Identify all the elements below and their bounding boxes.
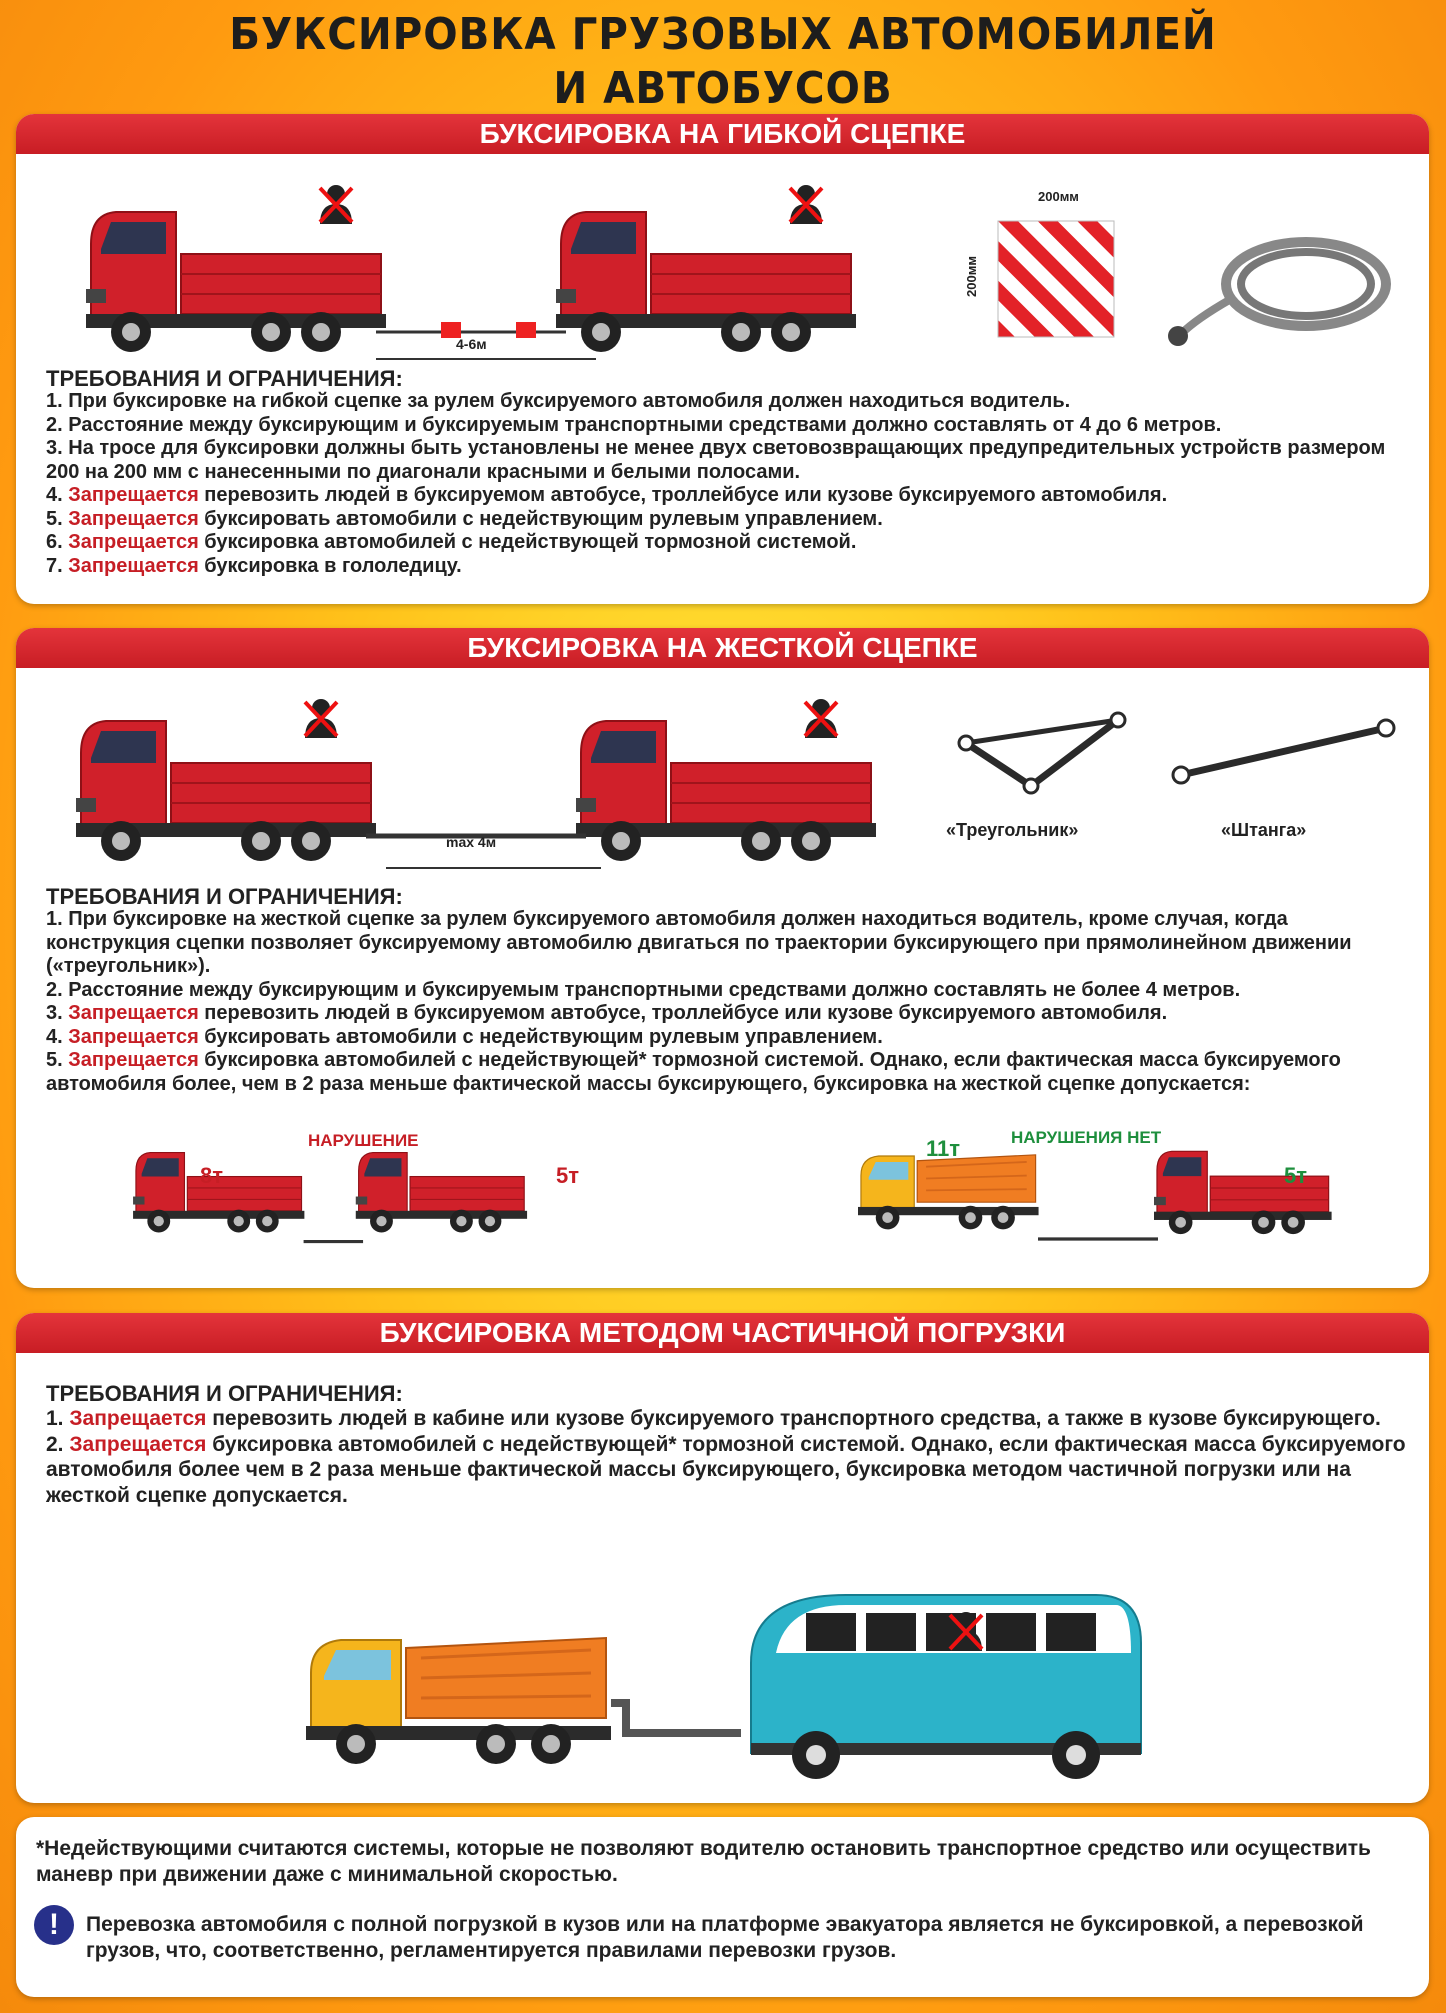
prohibited-word: Запрещается bbox=[69, 1432, 207, 1456]
rule-number: 1. bbox=[46, 390, 69, 412]
partial-load-tow-panel bbox=[16, 1313, 1429, 1803]
rule-number: 4. bbox=[46, 484, 69, 506]
rule-item bbox=[46, 1026, 1406, 1050]
rule-item bbox=[46, 979, 1406, 1003]
rigid-tow-panel bbox=[16, 628, 1429, 1288]
rule-item bbox=[46, 508, 1406, 532]
warning-sign-icon bbox=[996, 219, 1116, 339]
partial-load-heading: БУКСИРОВКА МЕТОДОМ ЧАСТИЧНОЙ ПОГРУЗКИ bbox=[16, 1313, 1429, 1353]
rule-number: 5. bbox=[46, 507, 69, 530]
rule-number: 7. bbox=[46, 554, 69, 577]
rule-text: На тросе для буксировки должны быть установлены не менее двух световозвращающих предупредительных устройств размером 200 на 200 мм с нанесенными по диагонали красными и белыми полосами. bbox=[46, 437, 1386, 483]
rule-text: буксировка автомобилей с недействующей* тормозной системой. Однако, если фактическая масса буксируемого автомобиля более чем в 2 раза меньше фактической массы буксирующего, буксировка методом частичной погрузки или на жесткой сцепке допускается. bbox=[46, 1432, 1406, 1507]
towed-truck bbox=[556, 212, 856, 352]
rule-number: 2. bbox=[46, 1432, 70, 1456]
rule-text: перевозить людей в буксируемом автобусе, троллейбусе или кузове буксируемого автомобиля. bbox=[198, 484, 1168, 506]
prohibited-word: Запрещается bbox=[68, 554, 199, 577]
prohibited-word: Запрещается bbox=[68, 1025, 199, 1048]
rule-item bbox=[46, 390, 1406, 414]
towing-truck bbox=[76, 721, 376, 861]
rigid-tow-heading: БУКСИРОВКА НА ЖЕСТКОЙ СЦЕПКЕ bbox=[16, 628, 1429, 668]
rule-text: перевозить людей в буксируемом автобусе, троллейбусе или кузове буксируемого автомобиля. bbox=[198, 1002, 1168, 1024]
rule-item bbox=[46, 1406, 1406, 1432]
no-violation-example bbox=[796, 1143, 1416, 1263]
sign-height-label: 200мм bbox=[963, 256, 979, 297]
towed-bus bbox=[751, 1595, 1141, 1779]
exclamation-icon: ! bbox=[34, 1905, 74, 1945]
rule-text: буксировать автомобили с недействующим рулевым управлением. bbox=[198, 1025, 883, 1048]
sign-width-label: 200мм bbox=[1038, 189, 1079, 204]
rule-number: 4. bbox=[46, 1025, 69, 1048]
rule-item bbox=[46, 555, 1406, 579]
mass-5t: 5т bbox=[556, 1163, 580, 1188]
dump-truck bbox=[858, 1155, 1039, 1230]
max-distance-label: max 4м bbox=[446, 834, 497, 850]
prohibited-word: Запрещается bbox=[68, 507, 199, 530]
requirements-title: ТРЕБОВАНИЯ И ОГРАНИЧЕНИЯ: bbox=[46, 1381, 403, 1406]
rule-number: 2. bbox=[46, 978, 69, 1001]
rule-text: Расстояние между буксирующим и буксируемым транспортными средствами должно составлять от 4 до 6 метров. bbox=[68, 413, 1222, 436]
rule-number: 5. bbox=[46, 1049, 69, 1071]
towed-truck bbox=[576, 721, 876, 861]
page-title-line1: БУКСИРОВКА ГРУЗОВЫХ АВТОМОБИЛЕЙ bbox=[229, 9, 1217, 60]
footnote: *Недействующими считаются системы, которые не позволяют водителю остановить транспортное средство или осуществить маневр при движении даже с минимальной скоростью. bbox=[36, 1837, 1371, 1886]
rule-text: При буксировке на гибкой сцепке за рулем буксируемого автомобиля должен находиться водитель. bbox=[68, 390, 1071, 412]
flexible-tow-illustration bbox=[86, 184, 956, 364]
mass-8t: 8т bbox=[200, 1163, 224, 1188]
rule-item bbox=[46, 1432, 1406, 1509]
requirements-list bbox=[46, 1406, 1406, 1508]
prohibited-word: Запрещается bbox=[68, 484, 199, 506]
rule-text: Расстояние между буксирующим и буксируемым транспортными средствами должно составлять не более 4 метров. bbox=[68, 978, 1241, 1001]
prohibited-word: Запрещается bbox=[69, 1407, 207, 1430]
rule-number: 1. bbox=[46, 1407, 70, 1430]
no-violation-label: НАРУШЕНИЯ НЕТ bbox=[1011, 1128, 1162, 1147]
partial-load-illustration bbox=[306, 1583, 1166, 1793]
distance-label: 4-6м bbox=[456, 336, 487, 352]
requirements-list bbox=[46, 390, 1406, 578]
requirements-title: ТРЕБОВАНИЯ И ОГРАНИЧЕНИЯ: bbox=[46, 884, 403, 909]
towing-truck bbox=[86, 212, 386, 352]
rule-text: буксировать автомобили с недействующим рулевым управлением. bbox=[198, 507, 883, 530]
triangle-label: «Треугольник» bbox=[946, 820, 1079, 840]
rule-text: буксировка автомобилей с недействующей тормозной системой. bbox=[198, 531, 857, 553]
flexible-tow-heading: БУКСИРОВКА НА ГИБКОЙ СЦЕПКЕ bbox=[16, 114, 1429, 154]
rigid-tow-illustration bbox=[76, 698, 946, 873]
rule-text: буксировка в гололедицу. bbox=[198, 554, 462, 577]
rule-item bbox=[46, 908, 1406, 979]
bar-label: «Штанга» bbox=[1221, 820, 1307, 840]
prohibited-word: Запрещается bbox=[68, 531, 199, 553]
crossed-person-icon bbox=[305, 699, 337, 738]
crossed-person-icon bbox=[805, 699, 837, 738]
requirements-title: ТРЕБОВАНИЯ И ОГРАНИЧЕНИЯ: bbox=[46, 366, 403, 391]
lift-boom bbox=[611, 1703, 741, 1733]
rule-item bbox=[46, 437, 1406, 484]
requirements-list bbox=[46, 908, 1406, 1096]
rule-number: 3. bbox=[46, 1002, 69, 1024]
rule-item bbox=[46, 414, 1406, 438]
rule-text: перевозить людей в кабине или кузове буксируемого транспортного средства, а также в кузове буксирующего. bbox=[206, 1407, 1381, 1430]
violation-example bbox=[71, 1148, 671, 1263]
tow-bar-icon bbox=[1166, 713, 1406, 793]
page-title bbox=[58, 8, 1388, 116]
light-truck bbox=[356, 1153, 527, 1233]
rule-number: 3. bbox=[46, 437, 69, 459]
dump-truck bbox=[306, 1638, 611, 1764]
crossed-person-icon bbox=[320, 185, 352, 224]
rule-text: буксировка автомобилей с недействующей* тормозной системой. Однако, если фактическая масса буксируемого автомобиля более, чем в 2 раза меньше фактической массы буксирующего, буксировка на жесткой сцепке допускается: bbox=[46, 1049, 1341, 1095]
mass-5t-green: 5т bbox=[1284, 1163, 1308, 1188]
flexible-tow-panel bbox=[16, 114, 1429, 604]
rule-item bbox=[46, 1002, 1406, 1026]
rule-item bbox=[46, 484, 1406, 508]
rule-item bbox=[46, 531, 1406, 555]
page-title-line2: И АВТОБУСОВ bbox=[553, 63, 893, 114]
mass-11t: 11т bbox=[926, 1136, 961, 1161]
important-note: Перевозка автомобиля с полной погрузкой в кузов или на платформе эвакуатора является не буксировкой, а перевозкой грузов, что, соответственно, регламентируется правилами перевозки грузов. bbox=[86, 1913, 1364, 1962]
rule-number: 2. bbox=[46, 413, 69, 436]
prohibited-word: Запрещается bbox=[68, 1049, 199, 1071]
violation-label: НАРУШЕНИЕ bbox=[308, 1131, 419, 1150]
crossed-person-icon bbox=[790, 185, 822, 224]
rule-number: 1. bbox=[46, 908, 69, 930]
triangle-hitch-icon bbox=[956, 708, 1166, 808]
rule-number: 6. bbox=[46, 531, 69, 553]
rule-item bbox=[46, 1049, 1406, 1096]
reflector-sign bbox=[516, 322, 536, 338]
tow-rope-coil-icon bbox=[1156, 224, 1396, 354]
rule-text: При буксировке на жесткой сцепке за рулем буксируемого автомобиля должен находиться водитель, кроме случая, когда конструкция сцепки позволяет буксируемому автомобилю двигаться по траектории буксирующего при прямолинейном движении («треугольник»). bbox=[46, 908, 1352, 977]
prohibited-word: Запрещается bbox=[68, 1002, 199, 1024]
